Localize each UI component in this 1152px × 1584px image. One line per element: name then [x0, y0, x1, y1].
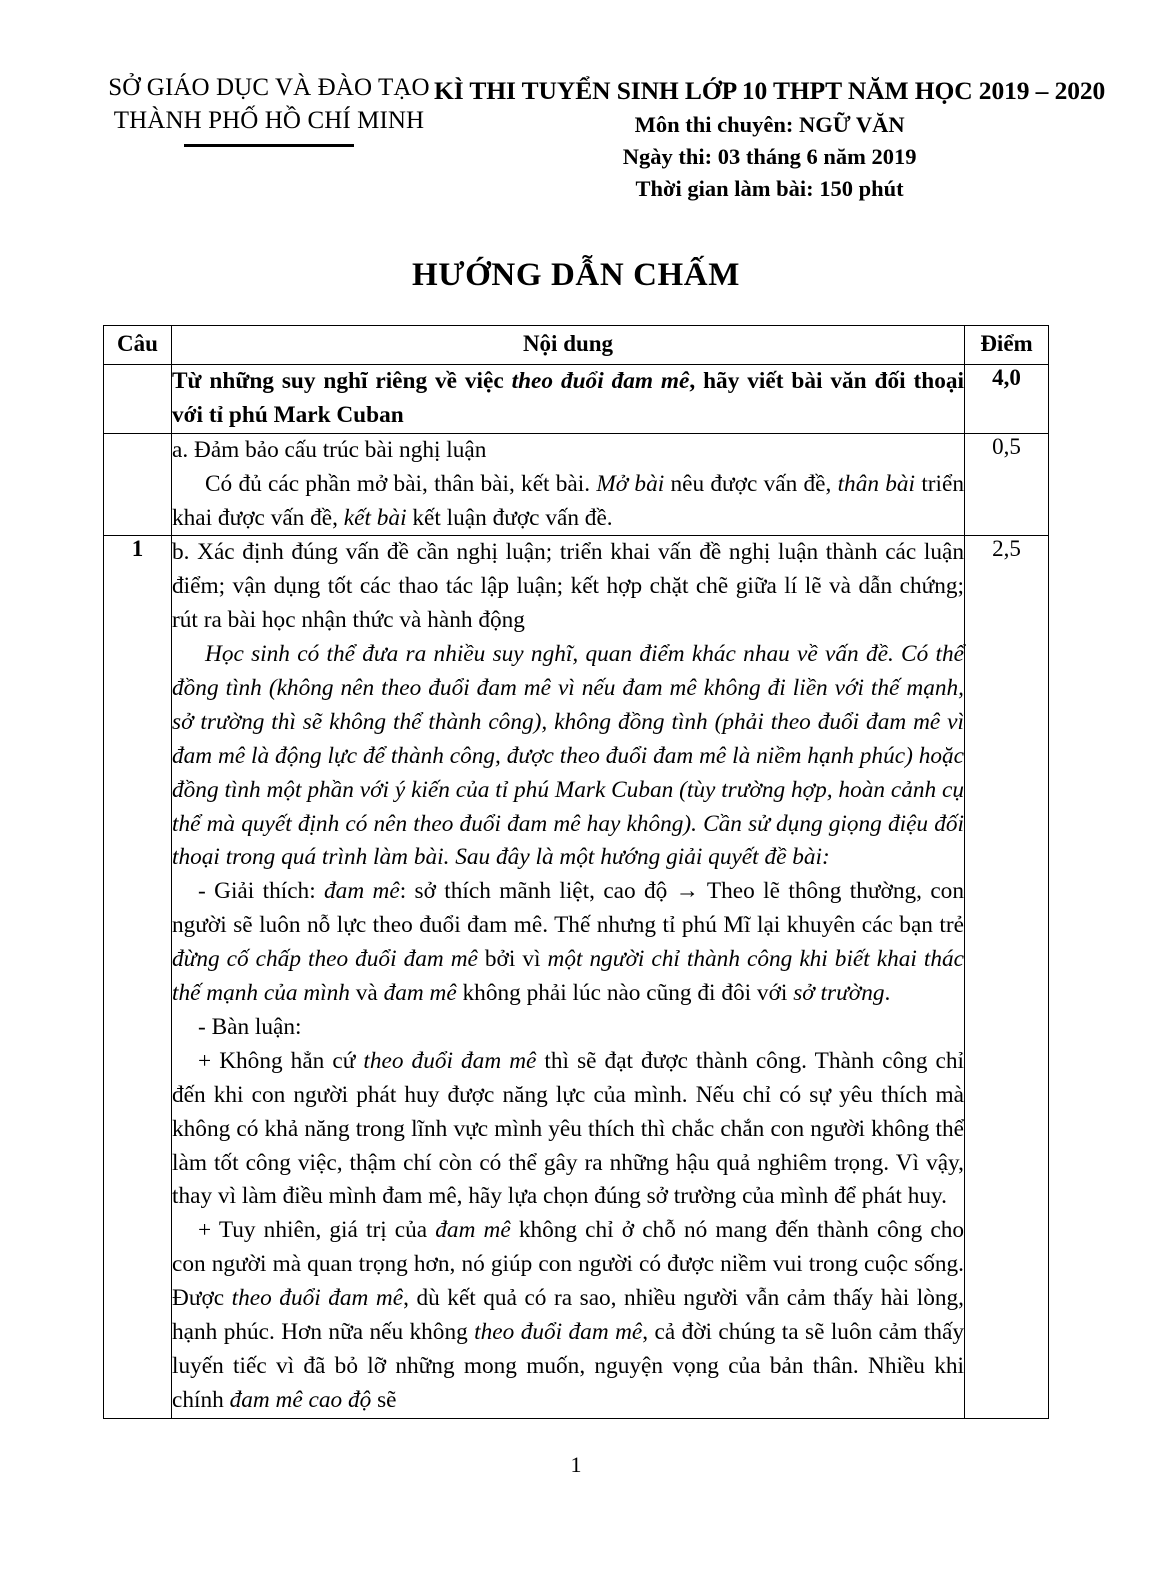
- body-text: , dù kết quả có ra sao, nhiều người vẫn cảm thấy hài lòng, hạnh phúc. Hơn nữa nếu không: [172, 1285, 964, 1345]
- cell-score: 4,0: [965, 365, 1049, 434]
- authority-line-2: THÀNH PHỐ HỒ CHÍ MINH: [113, 106, 425, 134]
- exam-info: [434, 72, 1105, 205]
- body-text: thì sẽ đạt được thành công. Thành công chỉ đến khi con người phát huy được năng lực của mình. Nếu chỉ có sự yêu thích mà không có khả năng trong lĩnh vực mình yêu thích thì chắc chắn con người không thể làm tốt công việc, thậm chí còn có thể gây ra những hậu quả nghiêm trọng. Vì vậy, thay vì làm điều mình đam mê, hãy lựa chọn đúng sở trường của mình để phát huy.: [172, 1047, 964, 1210]
- table-row: [104, 433, 1049, 536]
- body-text: và: [349, 980, 384, 1007]
- body-text: Từ những suy nghĩ riêng về việc: [172, 368, 512, 395]
- content-paragraph: [172, 875, 964, 1011]
- emphasis-text: theo đuổi đam mê: [363, 1047, 537, 1074]
- body-text: nêu được vấn đề,: [664, 470, 838, 497]
- cell-content: [172, 536, 965, 1418]
- table-row: [104, 365, 1049, 434]
- content-paragraph: [172, 1011, 964, 1045]
- body-text: a. Đảm bảo cấu trúc bài nghị luận: [172, 436, 487, 463]
- body-text: , cả đời chúng ta sẽ luôn cảm thấy luyến tiếc vì đã bỏ lỡ những mong muốn, nguyện vọng của bản thân. Nhiều khi chính: [172, 1318, 964, 1413]
- table-row: [104, 536, 1049, 1418]
- page-number: 1: [570, 1452, 582, 1477]
- grading-table: [103, 325, 1049, 1419]
- authority-underline: [184, 144, 354, 147]
- body-text: + Tuy nhiên, giá trị của: [198, 1217, 436, 1244]
- body-text: kết luận được vấn đề.: [406, 504, 613, 531]
- cell-question-number: [104, 365, 172, 434]
- body-text: sẽ: [371, 1386, 397, 1413]
- emphasis-text: Mở bài: [596, 470, 665, 497]
- body-text: , hãy viết bài văn đối thoại với tỉ phú Mark Cuban: [172, 368, 965, 428]
- cell-question-number: 1: [104, 536, 172, 1418]
- emphasis-text: Học sinh có thể đưa ra nhiều suy nghĩ, quan điểm khác nhau về vấn đề. Có thể đồng tình (không nên theo đuổi đam mê vì nếu đam mê không đi liền với thế mạnh, sở trường thì sẽ không thể thành công), không đồng tình (phải theo đuổi đam mê vì đam mê là động lực để thành công, được theo đuổi đam mê là niềm hạnh phúc) hoặc đồng tình một phần với ý kiến của tỉ phú Mark Cuban (tùy trường hợp, hoàn cảnh cụ thể mà quyết định có nên theo đuổi đam mê hay không). Cần sử dụng giọng điệu đối thoại trong quá trình làm bài. Sau đây là một hướng giải quyết đề bài:: [172, 641, 964, 871]
- column-header-noidung: Nội dung: [172, 326, 965, 365]
- emphasis-text: đừng cố chấp theo đuổi đam mê: [172, 946, 478, 973]
- content-paragraph: [172, 468, 964, 536]
- table-header: [104, 326, 1049, 365]
- body-text: + Không hẳn cứ: [198, 1047, 364, 1074]
- content-paragraph: [172, 434, 964, 468]
- exam-subject: Môn thi chuyên: NGỮ VĂN: [634, 112, 905, 138]
- emphasis-text: sở trường: [793, 980, 885, 1007]
- exam-date: Ngày thi: 03 tháng 6 năm 2019: [622, 144, 917, 170]
- body-text: - Giải thích:: [198, 878, 325, 905]
- table-body: [104, 365, 1049, 1419]
- exam-duration: Thời gian làm bài: 150 phút: [635, 176, 904, 202]
- column-header-cau: Câu: [104, 326, 172, 365]
- emphasis-text: đam mê: [435, 1217, 511, 1244]
- page-title: HƯỚNG DẪN CHẤM: [412, 257, 740, 294]
- content-paragraph: [172, 536, 964, 638]
- cell-content: [172, 433, 965, 536]
- issuing-authority: [104, 72, 434, 147]
- emphasis-text: đam mê: [383, 980, 457, 1007]
- content-paragraph: [172, 1214, 964, 1417]
- content-paragraph: [172, 638, 964, 875]
- body-text: : sở thích mãnh liệt, cao độ → Theo lẽ thông thường, con người sẽ luôn nỗ lực theo đuổi đam mê. Thế nhưng tỉ phú Mĩ lại khuyên các bạn trẻ: [172, 878, 964, 939]
- emphasis-text: một người chỉ thành công khi biết khai thác thế mạnh của mình: [172, 946, 964, 1007]
- emphasis-text: theo đuổi đam mê: [511, 368, 690, 395]
- emphasis-text: theo đuổi đam mê: [231, 1285, 404, 1312]
- emphasis-text: theo đuổi đam mê: [474, 1318, 643, 1345]
- body-text: Có đủ các phần mở bài, thân bài, kết bài.: [205, 470, 597, 497]
- cell-score: 0,5: [965, 433, 1049, 536]
- body-text: triển khai được vấn đề,: [172, 470, 965, 531]
- body-text: b. Xác định đúng vấn đề cần nghị luận; triển khai vấn đề nghị luận thành các luận điểm; vận dụng tốt các thao tác lập luận; kết hợp chặt chẽ giữa lí lẽ và dẫn chứng; rút ra bài học nhận thức và hành động: [172, 539, 964, 634]
- exam-title: KÌ THI TUYỂN SINH LỚP 10 THPT NĂM HỌC 2019 – 2020: [434, 76, 1106, 105]
- cell-score: 2,5: [965, 536, 1049, 1418]
- body-text: không chỉ ở chỗ nó mang đến thành công cho con người mà quan trọng hơn, nó giúp con người có được niềm vui trong cuộc sống. Được: [172, 1217, 964, 1312]
- emphasis-text: kết bài: [343, 504, 407, 531]
- cell-content: [172, 365, 965, 434]
- table-header-row: [104, 326, 1049, 365]
- body-text: - Bàn luận:: [198, 1013, 302, 1040]
- emphasis-text: thân bài: [837, 470, 916, 497]
- cell-question-number: [104, 433, 172, 536]
- emphasis-text: đam mê: [324, 878, 400, 905]
- body-text: bởi vì: [477, 946, 548, 973]
- emphasis-text: đam mê cao độ: [229, 1386, 372, 1413]
- content-paragraph: [172, 365, 964, 433]
- document-header: [0, 0, 1152, 205]
- column-header-diem: Điểm: [965, 326, 1049, 365]
- body-text: không phải lúc nào cũng đi đôi với: [456, 980, 794, 1007]
- content-paragraph: [172, 1045, 964, 1214]
- authority-line-1: SỞ GIÁO DỤC VÀ ĐÀO TẠO: [108, 74, 430, 101]
- body-text: .: [884, 980, 891, 1007]
